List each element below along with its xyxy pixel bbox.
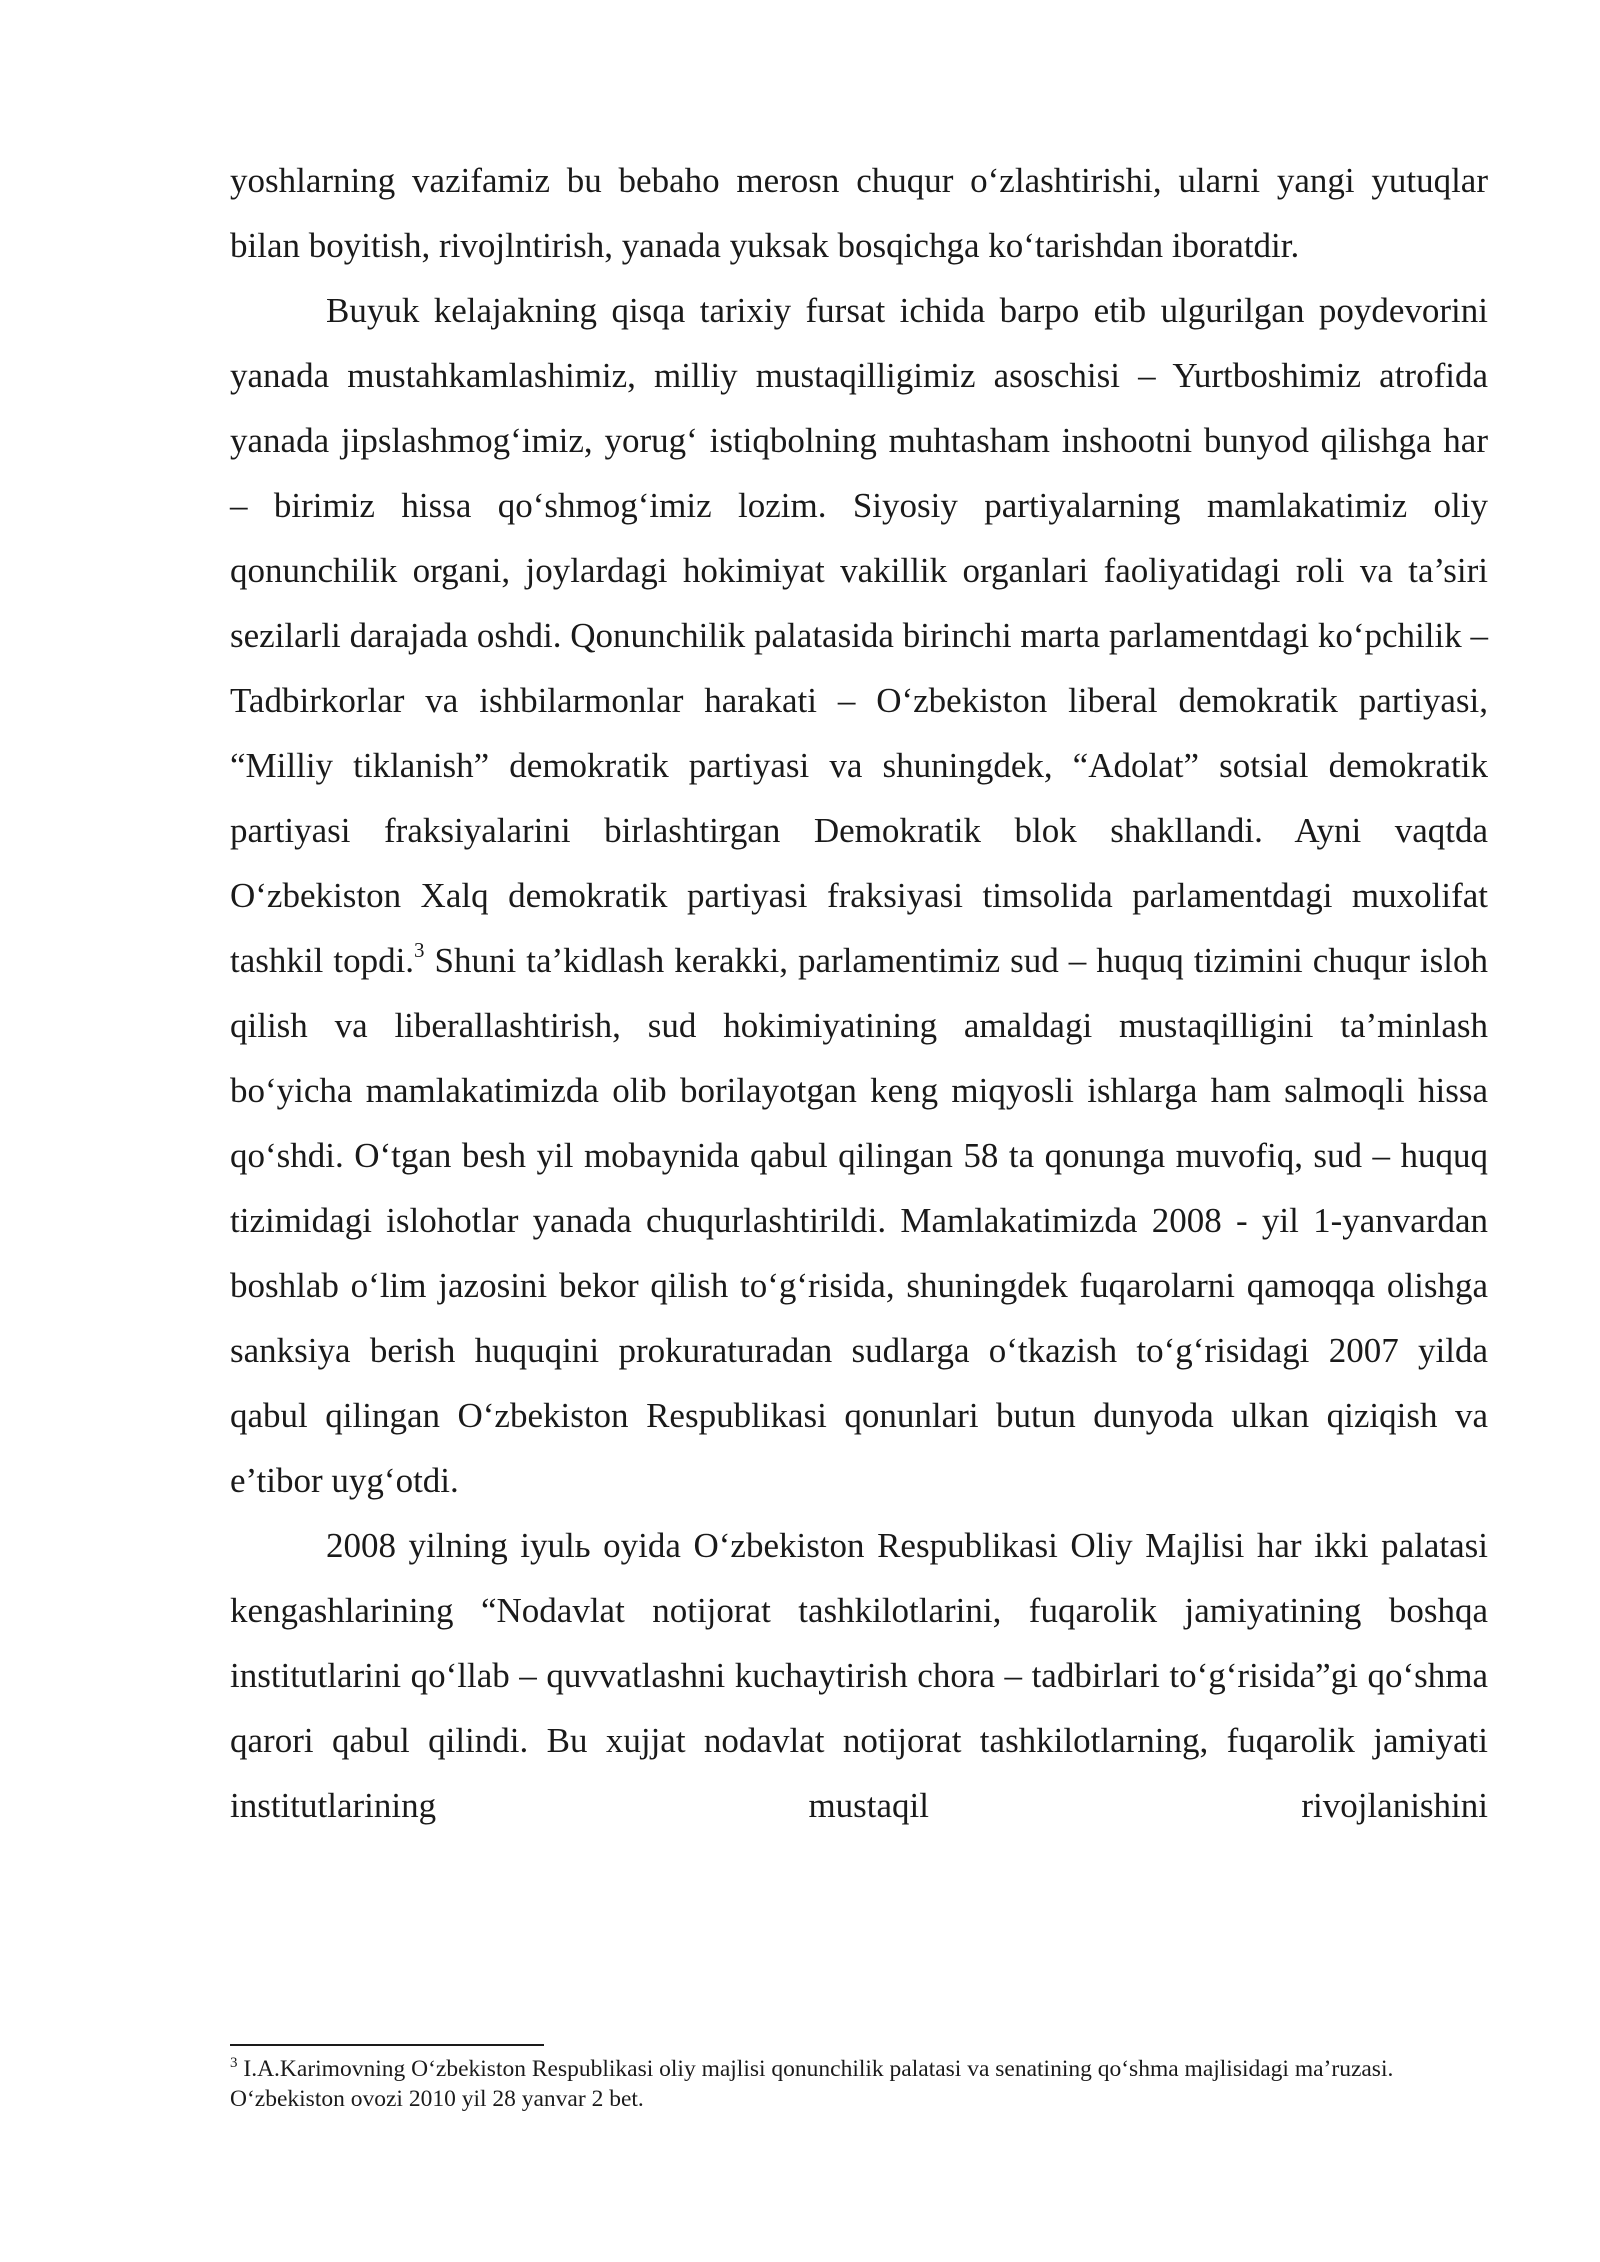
footnote <box>230 2054 1488 2114</box>
paragraph-text-b: Shuni ta’kidlash kerakki, parlamentimiz sud – huquq tizimini chuqur isloh qilish va liberallashtirish, sud hokimiyatining amaldagi mustaqilligini ta’minlash bo‘yicha mamlakatimizda olib borilayotgan keng miqyosli ishlarga ham salmoqli hissa qo‘shdi. O‘tgan besh yil mobaynida qabul qilingan 58 ta qonunga muvofiq, sud – huquq tizimidagi islohotlar yanada chuqurlashtirildi. Mamlakatimizda 2008 - yil 1-yanvardan boshlab o‘lim jazosini bekor qilish to‘g‘risida, shuningdek fuqarolarni qamoqqa olishga sanksiya berish huquqini prokuraturadan sudlarga o‘tkazish to‘g‘risidagi 2007 yilda qabul qilingan O‘zbekiston Respublikasi qonunlari butun dunyoda ulkan qiziqish va e’tibor uyg‘otdi. <box>230 941 1488 1500</box>
footnote-number: 3 <box>230 2055 238 2071</box>
footnote-text: I.A.Karimovning O‘zbekiston Respublikasi oliy majlisi qonunchilik palatasi va senatining qo‘shma majlisidagi ma’ruzasi. O‘zbekiston ovozi 2010 yil 28 yanvar 2 bet. <box>230 2056 1394 2112</box>
footnote-reference[interactable]: 3 <box>414 938 425 962</box>
document-body <box>230 148 1488 1838</box>
paragraph-political-parties <box>230 278 1488 1513</box>
footnote-separator <box>230 2044 544 2046</box>
paragraph-oliy-majlis-2008: 2008 yilning iyulь oyida O‘zbekiston Respublikasi Oliy Majlisi har ikki palatasi kengashlarining “Nodavlat notijorat tashkilotlarini, fuqarolik jamiyatining boshqa institutlarini qo‘llab – quvvatlashni kuchaytirish chora – tadbirlari to‘g‘risida”gi qo‘shma qarori qabul qilindi. Bu xujjat nodavlat notijorat tashkilotlarning, fuqarolik jamiyati institutlarining mustaqil rivojlanishini <box>230 1526 1488 1825</box>
paragraph-continuation: yoshlarning vazifamiz bu bebaho merosn chuqur o‘zlashtirishi, ularni yangi yutuqlar bilan boyitish, rivojlntirish, yanada yuksak bosqichga ko‘tarishdan iboratdir. <box>230 161 1488 265</box>
paragraph-text-a: Buyuk kelajakning qisqa tarixiy fursat ichida barpo etib ulgurilgan poydevorini yanada mustahkamlashimiz, milliy mustaqilligimiz asoschisi – Yurtboshimiz atrofida yanada jipslashmog‘imiz, yorug‘ istiqbolning muhtasham inshootni bunyod qilishga har – birimiz hissa qo‘shmog‘imiz lozim. Siyosiy partiyalarning mamlakatimiz oliy qonunchilik organi, joylardagi hokimiyat vakillik organlari faoliyatidagi roli va ta’siri sezilarli darajada oshdi. Qonunchilik palatasida birinchi marta parlamentdagi ko‘pchilik – Tadbirkorlar va ishbilarmonlar harakati – O‘zbekiston liberal demokratik partiyasi, “Milliy tiklanish” demokratik partiyasi va shuningdek, “Adolat” sotsial demokratik partiyasi fraksiyalarini birlashtirgan Demokratik blok shakllandi. Ayni vaqtda O‘zbekiston Xalq demokratik partiyasi fraksiyasi timsolida parlamentdagi muxolifat tashkil topdi. <box>230 291 1488 980</box>
